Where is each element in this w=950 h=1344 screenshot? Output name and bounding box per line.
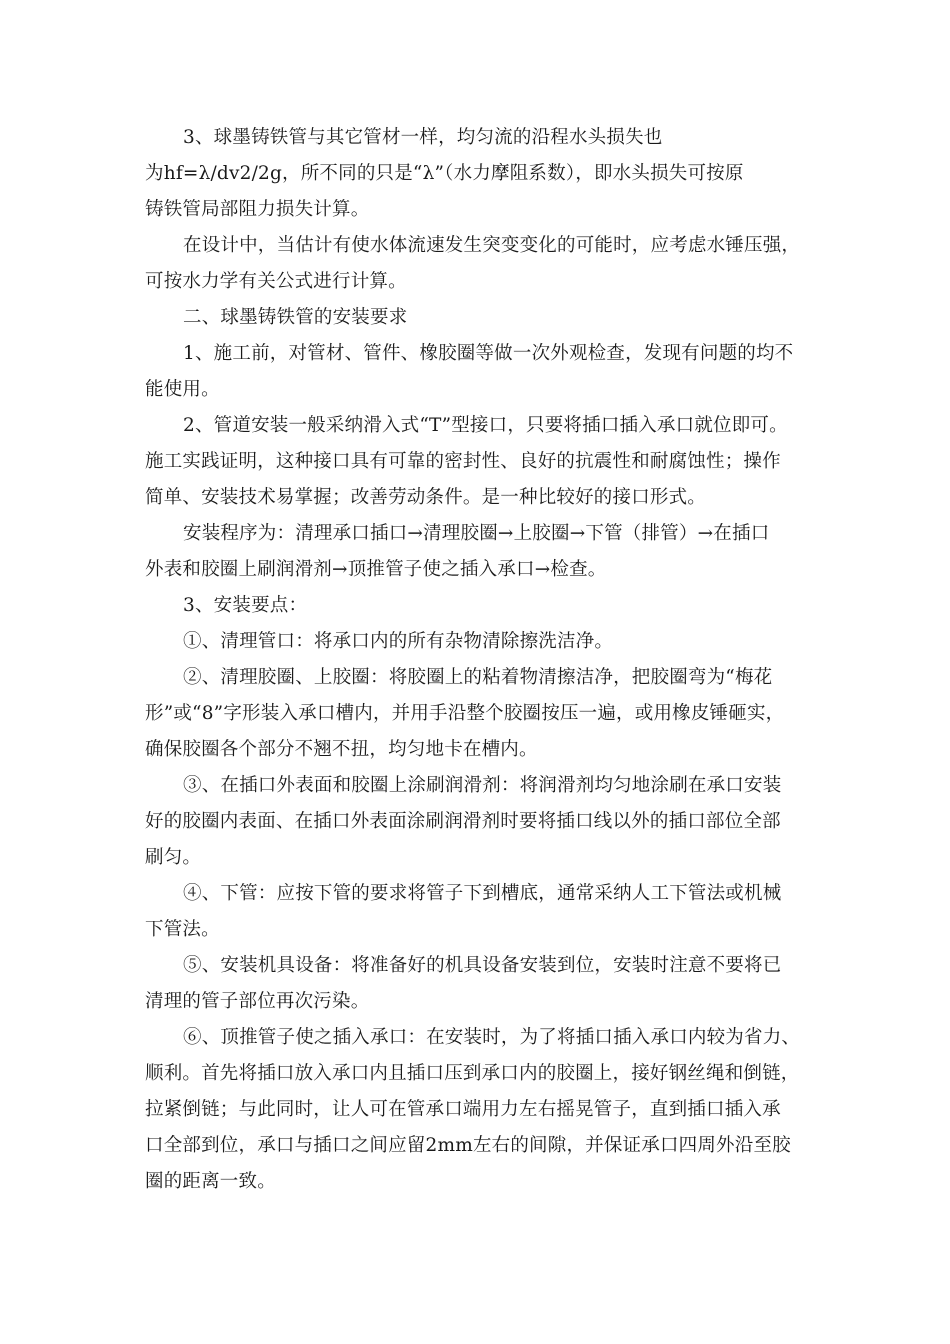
paragraph-line: 形”或“8”字形装入承口槽内，并用手沿整个胶圈按压一遍，或用橡皮锤砸实， — [145, 703, 785, 724]
paragraph-line: 口全部到位，承口与插口之间应留2mm左右的间隙，并保证承口四周外沿至胶 — [145, 1135, 791, 1156]
paragraph-line: 确保胶圈各个部分不翘不扭，均匀地卡在槽内。 — [145, 739, 538, 760]
paragraph-line: 施工实践证明，这种接口具有可靠的密封性、良好的抗震性和耐腐蚀性；操作 — [145, 451, 781, 472]
paragraph-line: 好的胶圈内表面、在插口外表面涂刷润滑剂时要将插口线以外的插口部位全部 — [145, 811, 781, 832]
paragraph-line: 铸铁管局部阻力损失计算。 — [145, 199, 370, 220]
paragraph-line: 圈的距离一致。 — [145, 1171, 276, 1192]
paragraph-line: 为hf=λ/dv2/2g，所不同的只是“λ”（水力摩阻系数），即水头损失可按原 — [145, 163, 744, 184]
paragraph-line: 简单、安装技术易掌握；改善劳动条件。是一种比较好的接口形式。 — [145, 487, 707, 508]
paragraph-line: ②、清理胶圈、上胶圈：将胶圈上的粘着物清擦洁净，把胶圈弯为“梅花 — [183, 667, 773, 688]
paragraph-line: 能使用。 — [145, 379, 220, 400]
paragraph-line: ⑥、顶推管子使之插入承口：在安装时，为了将插口插入承口内较为省力、 — [183, 1027, 801, 1048]
paragraph-line: 1、施工前，对管材、管件、橡胶圈等做一次外观检查，发现有问题的均不 — [183, 343, 794, 364]
paragraph-line: 在设计中，当估计有使水体流速发生突变变化的可能时，应考虑水锤压强， — [183, 235, 801, 256]
paragraph-line: 2、管道安装一般采纳滑入式“T”型接口，只要将插口插入承口就位即可。 — [183, 415, 788, 436]
paragraph-line: 清理的管子部位再次污染。 — [145, 991, 370, 1012]
section-heading: 二、球墨铸铁管的安装要求 — [183, 307, 408, 328]
paragraph-line: 外表和胶圈上刷润滑剂→顶推管子使之插入承口→检查。 — [145, 559, 607, 580]
paragraph-line: 3、球墨铸铁管与其它管材一样，均匀流的沿程水头损失也 — [183, 127, 663, 148]
paragraph-line: 3、安装要点： — [183, 595, 308, 616]
paragraph-line: ④、下管：应按下管的要求将管子下到槽底，通常采纳人工下管法或机械 — [183, 883, 782, 904]
paragraph-line: 顺利。首先将插口放入承口内且插口压到承口内的胶圈上，接好钢丝绳和倒链， — [145, 1063, 800, 1084]
paragraph-line: 可按水力学有关公式进行计算。 — [145, 271, 407, 292]
paragraph-line: 刷匀。 — [145, 847, 202, 868]
paragraph-line: 下管法。 — [145, 919, 220, 940]
paragraph-line: ①、清理管口：将承口内的所有杂物清除擦洗洁净。 — [183, 631, 614, 652]
paragraph-line: 安装程序为：清理承口插口→清理胶圈→上胶圈→下管（排管）→在插口 — [183, 523, 770, 544]
paragraph-line: ⑤、安装机具设备：将准备好的机具设备安装到位，安装时注意不要将已 — [183, 955, 782, 976]
paragraph-line: ③、在插口外表面和胶圈上涂刷润滑剂：将润滑剂均匀地涂刷在承口安装 — [183, 775, 782, 796]
paragraph-line: 拉紧倒链；与此同时，让人可在管承口端用力左右摇晃管子，直到插口插入承 — [145, 1099, 781, 1120]
